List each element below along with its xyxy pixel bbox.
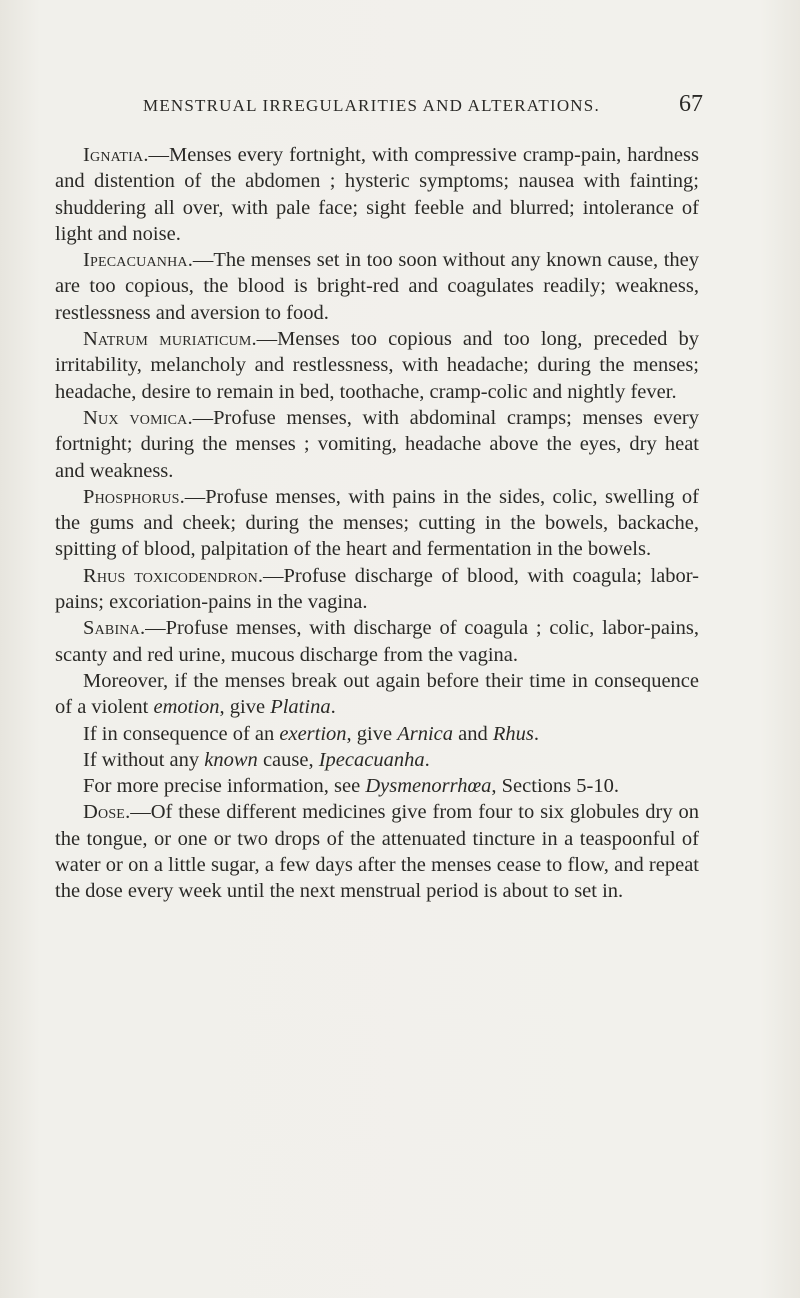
remedy-paragraph-natrum-muriaticum: Natrum muriaticum.—Menses too copious and too long, preceded by irritability, melancholy and restlessness, with headache; during the menses; headache, desire to remain in bed, toothache, cramp-colic and nightly fever.: [55, 328, 699, 403]
unknown-cause-paragraph: [55, 747, 699, 773]
remedy-name: Nux vomica: [83, 406, 188, 429]
running-title: MENSTRUAL IRREGULARITIES AND ALTERATIONS.: [143, 96, 600, 115]
dose-heading: Dose: [83, 801, 126, 824]
body-text: [55, 142, 699, 905]
moreover-paragraph: [55, 668, 699, 721]
known-term: known: [204, 748, 258, 771]
dose-text: —Of these different medicines give from four to six globules dry on the tongue, or one or two drops of the attenuated tincture in a teaspoonful of water or on a little sugar, a few days after the menses cease to flow, and repeat the dose every week until the next menstrual period is about to set in.: [55, 801, 699, 903]
moreover-lead: Moreover, if the menses break out again before their time in consequence of a violent: [55, 669, 699, 719]
page-number: 67: [679, 91, 703, 117]
moreover-end: .: [330, 696, 336, 719]
exertion-and: and: [453, 722, 493, 745]
remedy-paragraph-ignatia: Ignatia.—Menses every fortnight, with compressive cramp-pain, hardness and distention of the abdomen ; hysteric symptoms; nausea with fainting; shuddering all over, with pale face; sight feeble and blurred; intolerance of light and noise.: [55, 144, 699, 245]
remedy-name: Sabina: [83, 617, 140, 640]
remedy-name: Ignatia: [83, 144, 144, 166]
remedy-description: —The menses set in too soon without any known cause, they are too copious, the blood is bright-red and coagulates readily; weakness, restlessness and aversion to food.: [55, 249, 699, 324]
precise-lead: For more precise information, see: [83, 775, 366, 798]
remedy-description: —Profuse discharge of blood, with coagula; labor-pains; excoriation-pains in the vagina.: [55, 564, 699, 614]
remedy-name: Ipecacuanha: [83, 249, 188, 272]
remedy-reference: Arnica: [397, 722, 454, 745]
precise-info-paragraph: [55, 773, 699, 799]
exertion-mid: , give: [346, 722, 398, 745]
precise-end: , Sections 5-10.: [491, 775, 619, 798]
remedy-description: —Profuse menses, with discharge of coagula ; colic, labor-pains, scanty and red urine, mucous discharge from the vagina.: [55, 617, 699, 666]
remedy-reference: Platina: [270, 696, 331, 719]
remedy-reference: Ipecacuanha: [318, 748, 425, 771]
dose-paragraph: Dose.—Of these different medicines give from four to six globules dry on the tongue, or one or two drops of the attenuated tincture in a teaspoonful of water or on a little sugar, a few days after the menses cease to flow, and repeat the dose every week until the next menstrual period is about to set in.: [55, 801, 699, 903]
remedy-paragraph-nux-vomica: Nux vomica.—Profuse menses, with abdominal cramps; menses every fortnight; during the menses ; vomiting, headache above the eyes, dry heat and weakness.: [55, 406, 699, 482]
exertion-paragraph: [55, 721, 699, 747]
cross-reference: Dysmenorrhœa: [365, 775, 492, 798]
exertion-lead: If in consequence of an: [83, 722, 280, 745]
remedy-reference: Rhus: [492, 722, 534, 745]
page-header: [143, 92, 703, 116]
remedy-description: —Profuse menses, with abdominal cramps; menses every fortnight; during the menses ; vomiting, headache above the eyes, dry heat and weakness.: [55, 406, 699, 482]
unknown-lead: If without any: [83, 748, 205, 771]
moreover-mid: , give: [219, 696, 271, 719]
unknown-mid: cause,: [257, 748, 319, 771]
remedy-paragraph-sabina: Sabina.—Profuse menses, with discharge of coagula ; colic, labor-pains, scanty and red urine, mucous discharge from the vagina.: [55, 617, 699, 666]
remedy-name: Rhus toxicodendron: [83, 564, 258, 587]
remedy-description: —Profuse menses, with pains in the sides, colic, swelling of the gums and cheek; during the menses; cutting in the bowels, backache, spitting of blood, palpitation of the heart and fermentation in the bowels.: [55, 485, 699, 561]
exertion-term: exertion: [279, 722, 347, 745]
remedy-name: Phosphorus: [83, 485, 180, 508]
remedy-description: —Menses every fortnight, with compressive cramp-pain, hardness and distention of the abdomen ; hysteric symptoms; nausea with fainting; shuddering all over, with pale face; sight feeble and blurred; intolerance of light and noise.: [55, 144, 699, 245]
remedy-paragraph-phosphorus: Phosphorus.—Profuse menses, with pains in the sides, colic, swelling of the gums and cheek; during the menses; cutting in the bowels, backache, spitting of blood, palpitation of the heart and fermentation in the bowels.: [55, 485, 699, 561]
emotion-term: emotion: [153, 696, 220, 719]
remedy-name: Natrum muriaticum: [83, 328, 252, 351]
unknown-end: .: [424, 748, 430, 771]
exertion-end: .: [533, 722, 539, 745]
remedy-paragraph-rhus-toxicodendron: Rhus toxicodendron.—Profuse discharge of blood, with coagula; labor-pains; excoriation-pains in the vagina.: [55, 564, 699, 614]
remedy-description: —Menses too copious and too long, preceded by irritability, melancholy and restlessness, with headache; during the menses; headache, desire to remain in bed, toothache, cramp-colic and nightly fever.: [55, 328, 699, 403]
remedy-paragraph-ipecacuanha: Ipecacuanha.—The menses set in too soon without any known cause, they are too copious, the blood is bright-red and coagulates readily; weakness, restlessness and aversion to food.: [55, 249, 699, 324]
